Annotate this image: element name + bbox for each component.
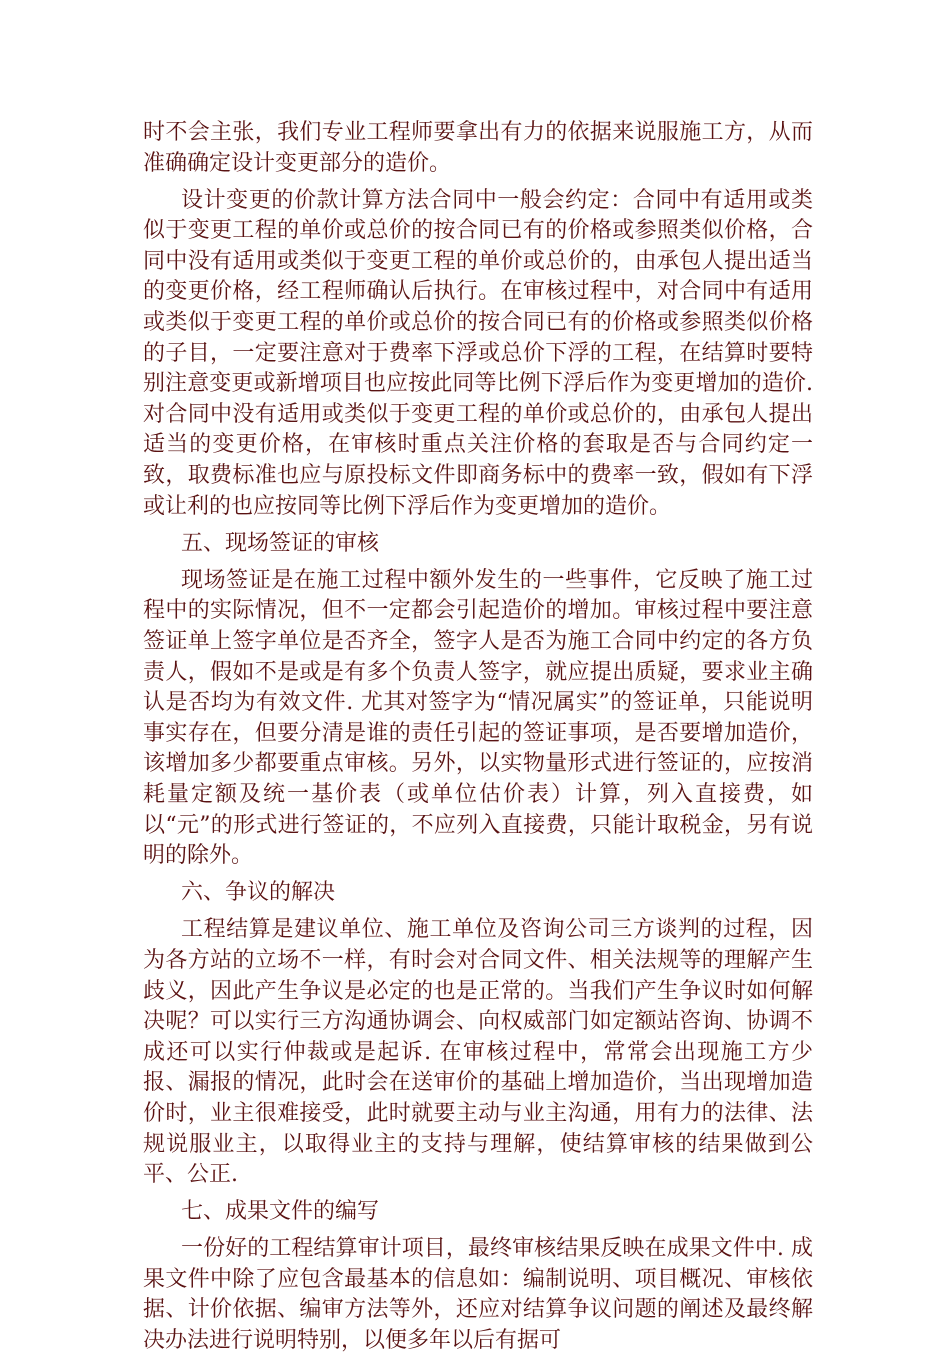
paragraph-design-change-pricing: 设计变更的价款计算方法合同中一般会约定：合同中有适用或类似于变更工程的单价或总价的按合同已有的价格或参照类似价格，合同中没有适用或类似于变更工程的单价或总价的，由承包人提出适当的变更价格，经工程师确认后执行。在审核过程中，对合同中有适用或类似于变更工程的单价或总价的按合同已有的价格或参照类似价格的子目，一定要注意对于费率下浮或总价下浮的工程，在结算时要特别注意变更或新增项目也应按此同等比例下浮后作为变更增加的造价. 对合同中没有适用或类似于变更工程的单价或总价的，由承包人提出适当的变更价格，在审核时重点关注价格的套取是否与合同约定一致，取费标准也应与原投标文件即商务标中的费率一致，假如有下浮或让利的也应按同等比例下浮后作为变更增加的造价。 [143,187,813,519]
paragraph-site-visa: 现场签证是在施工过程中额外发生的一些事件，它反映了施工过程中的实际情况，但不一定都会引起造价的增加。审核过程中要注意签证单上签字单位是否齐全，签字人是否为施工合同中约定的各方负责人，假如不是或是有多个负责人签字，就应提出质疑，要求业主确认是否均为有效文件. 尤其对签字为“情况属实”的签证单，只能说明事实存在，但要分清是谁的责任引起的签证事项，是否要增加造价，该增加多少都要重点审核。另外，以实物量形式进行签证的，应按消耗量定额及统一基价表（或单位估价表）计算，列入直接费，如以“元”的形式进行签证的，不应列入直接费，只能计取税金，另有说明的除外。 [143,567,813,869]
paragraph-dispute-resolution: 工程结算是建议单位、施工单位及咨询公司三方谈判的过程，因为各方站的立场不一样，有时会对合同文件、相关法规等的理解产生歧义，因此产生争议是必定的也是正常的。当我们产生争议时如何解决呢？可以实行三方沟通协调会、向权威部门如定额站咨询、协调不成还可以实行仲裁或是起诉. 在审核过程中，常常会出现施工方少报、漏报的情况，此时会在送审价的基础上增加造价，当出现增加造价时，业主很难接受，此时就要主动与业主沟通，用有力的法律、法规说服业主，以取得业主的支持与理解，使结算审核的结果做到公平、公正. [143,917,813,1188]
document-page [143,118,813,1363]
section-heading-6: 六、争议的解决 [181,880,336,906]
section-heading-7: 七、成果文件的编写 [181,1199,380,1225]
section-heading-5: 五、现场签证的审核 [181,530,380,556]
paragraph-deliverables: 一份好的工程结算审计项目，最终审核结果反映在成果文件中. 成果文件中除了应包含最基本的信息如：编制说明、项目概况、审核依据、计价依据、编审方法等外，还应对结算争议问题的阐述及最终解决办法进行说明特别，以便多年以后有据可 [143,1236,813,1354]
paragraph-continuation: 时不会主张，我们专业工程师要拿出有力的依据来说服施工方，从而准确确定设计变更部分的造价。 [143,120,813,176]
